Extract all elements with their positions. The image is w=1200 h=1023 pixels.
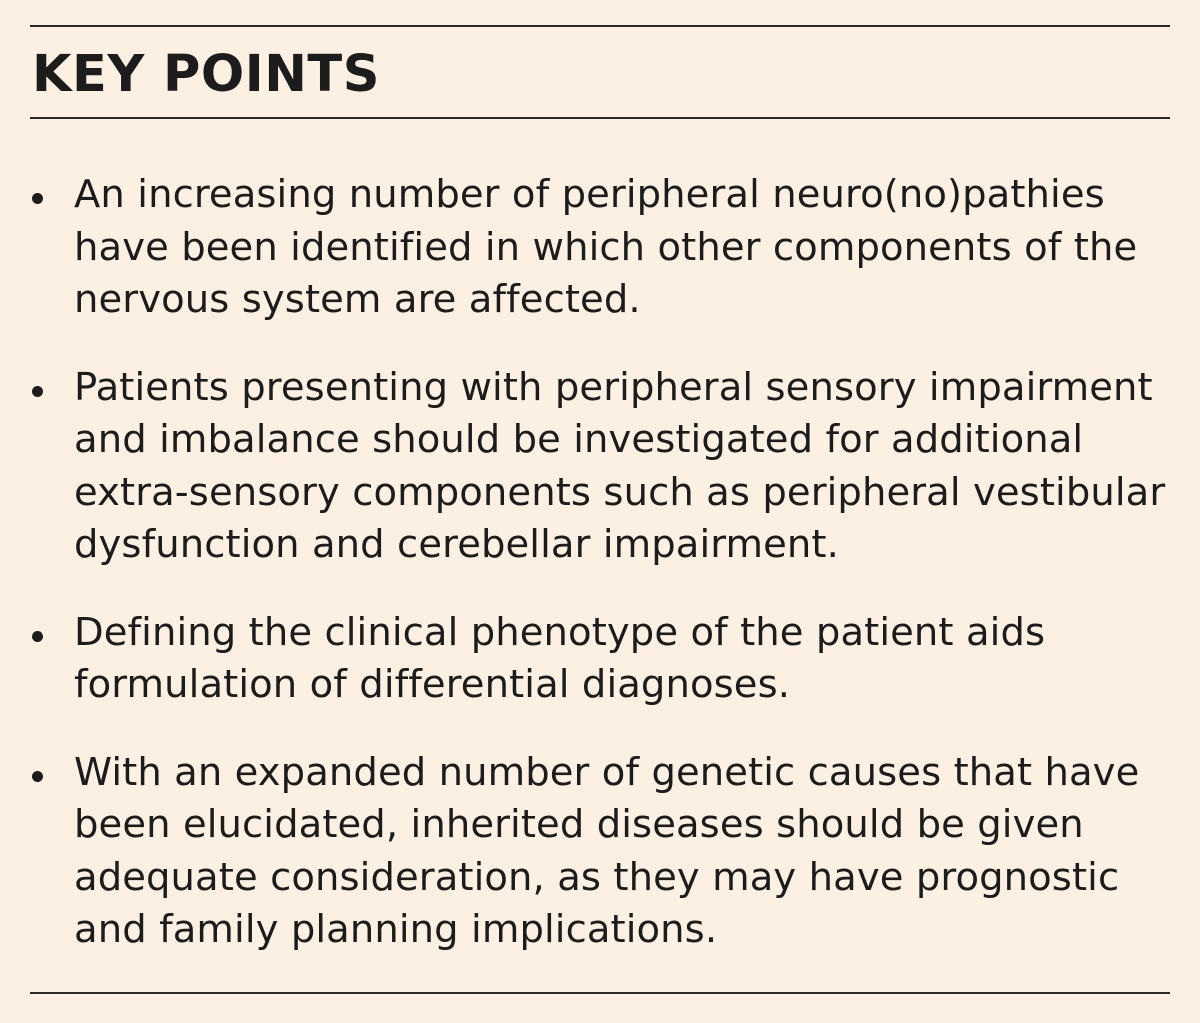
key-points-list <box>32 169 1172 957</box>
key-point-item <box>32 169 1172 327</box>
bullet-icon <box>32 386 43 397</box>
key-point-text: Defining the clinical phenotype of the patient aids formulation of differential diagnoses. <box>74 609 1046 707</box>
key-point-text: Patients presenting with peripheral sensory impairment and imbalance should be investigated for additional extra-sensory components such as peripheral vestibular dysfunction and cerebellar impairment. <box>74 364 1166 567</box>
key-point-item <box>32 607 1172 712</box>
bullet-icon <box>32 771 43 782</box>
key-point-text: With an expanded number of genetic causes that have been elucidated, inherited diseases should be given adequate consideration, as they may have prognostic and family planning implications. <box>74 749 1140 952</box>
top-rule <box>30 25 1170 27</box>
bottom-rule <box>30 992 1170 994</box>
key-point-text: An increasing number of peripheral neuro(no)pathies have been identified in which other components of the nervous system are affected. <box>74 172 1138 322</box>
key-point-item <box>32 362 1172 572</box>
bullet-icon <box>32 631 43 642</box>
bullet-icon <box>32 193 43 204</box>
key-point-item <box>32 747 1172 957</box>
title-divider <box>30 117 1170 119</box>
key-points-title: KEY POINTS <box>32 45 380 104</box>
